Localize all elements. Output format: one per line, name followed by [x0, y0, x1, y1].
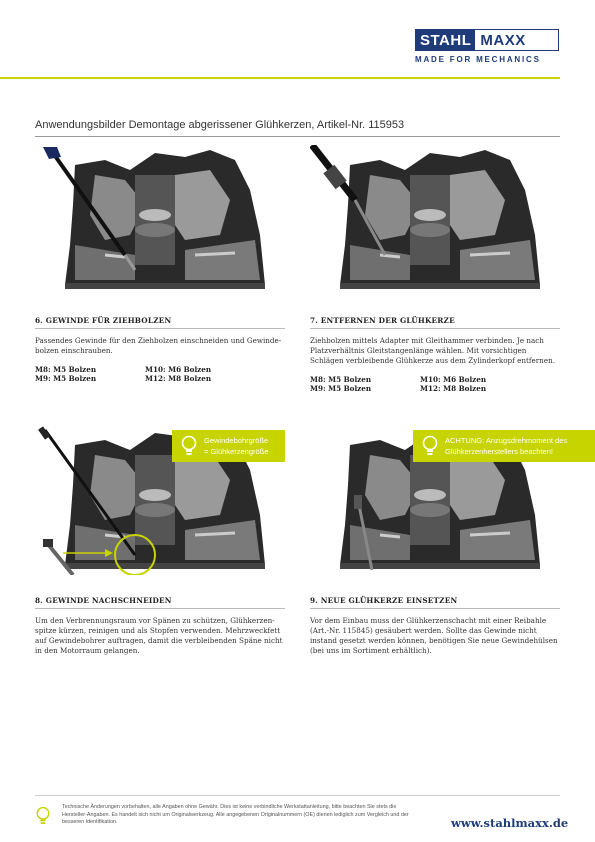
section-7-bolt-4: M12: M8 Bolzen — [420, 384, 487, 393]
callout-9-line-2: Glühkerzenherstellers beachten! — [445, 447, 553, 456]
section-6-title: 6. GEWINDE FÜR ZIEHBOLZEN — [35, 316, 172, 325]
callout-step-8 — [172, 430, 285, 462]
section-7-bolt-3: M9: M5 Bolzen — [310, 384, 372, 393]
section-7-rule — [310, 328, 560, 329]
section-6-bolt-2: M10: M6 Bolzen — [145, 365, 212, 374]
section-7-text: Ziehbolzen mittels Adapter mit Gleithammer verbinden. Je nach Platzverhältnis Gleitstangenlänge wählen. Mit vorsichtigen Schlägen verbleibende Glühkerze aus dem Zylinderkopf entfernen. — [310, 336, 555, 365]
section-8-rule — [35, 608, 285, 609]
footer-rule — [35, 795, 560, 796]
section-7-bolt-2: M10: M6 Bolzen — [420, 375, 487, 384]
section-7-bolt-1: M8: M5 Bolzen — [310, 375, 372, 384]
lightbulb-icon — [180, 435, 198, 457]
photo-step-7 — [310, 145, 560, 295]
callout-9-line-1: ACHTUNG: Anzugsdrehmoment des — [445, 436, 568, 445]
callout-8-line-2: = Glühkerzengröße — [204, 447, 269, 456]
section-6-bolt-4: M12: M8 Bolzen — [145, 374, 212, 383]
section-9-text: Vor dem Einbau muss der Glühkerzenschacht mit einer Reibahle (Art.-Nr. 115845) gesäubert werden. Sollte das Gewinde nicht instand gesetzt werden können, benötigen Sie neue Gewindehülsen (bei uns im Sortiment erhältlich). — [310, 616, 558, 655]
lightbulb-icon — [35, 804, 51, 828]
photo-step-6 — [35, 145, 285, 295]
brand-tagline: MADE FOR MECHANICS — [415, 55, 541, 64]
section-8-text: Um den Verbrennungsraum vor Spänen zu schützen, Glühkerzen-spitze kürzen, reinigen und als Stopfen verwenden. Mehrzweckfett auf Gewindebohrer auftragen, damit die verbleibenden Späne nicht in den Motorraum gelangen. — [35, 616, 283, 655]
document-title: Anwendungsbilder Demontage abgerissener Glühkerzen, Artikel-Nr. 115953 — [35, 119, 405, 131]
section-6-rule — [35, 328, 285, 329]
section-9-title: 9. NEUE GLÜHKERZE EINSETZEN — [310, 596, 458, 605]
section-8-title: 8. GEWINDE NACHSCHNEIDEN — [35, 596, 172, 605]
section-9-rule — [310, 608, 560, 609]
header-rule — [0, 77, 560, 79]
lightbulb-icon — [421, 435, 439, 457]
section-6-bolt-1: M8: M5 Bolzen — [35, 365, 97, 374]
callout-8-line-1: Gewindebohrgröße — [204, 436, 269, 445]
brand-logo — [415, 29, 559, 51]
section-6-bolt-3: M9: M5 Bolzen — [35, 374, 97, 383]
footer-disclaimer: Technische Änderungen vorbehalten, alle Angaben ohne Gewähr. Dies ist keine verbindliche Werkstattanleitung, bitte beachten Sie stets die Hersteller-Angaben. Es handelt sich nicht um Originalwerkzeug. Alle angegebenen Originalnummern (OE) dienen lediglich zum Vergleich und der besseren Identifikation. — [62, 804, 409, 826]
callout-step-9 — [413, 430, 595, 462]
title-rule — [35, 136, 560, 137]
section-7-title: 7. ENTFERNEN DER GLÜHKERZE — [310, 316, 455, 325]
logo-part-2: MAXX — [480, 31, 526, 49]
section-6-text: Passendes Gewinde für den Ziehbolzen einschneiden und Gewinde-bolzen einschrauben. — [35, 336, 282, 355]
logo-part-1: STAHL — [416, 30, 475, 50]
website-link[interactable]: www.stahlmaxx.de — [451, 816, 569, 830]
